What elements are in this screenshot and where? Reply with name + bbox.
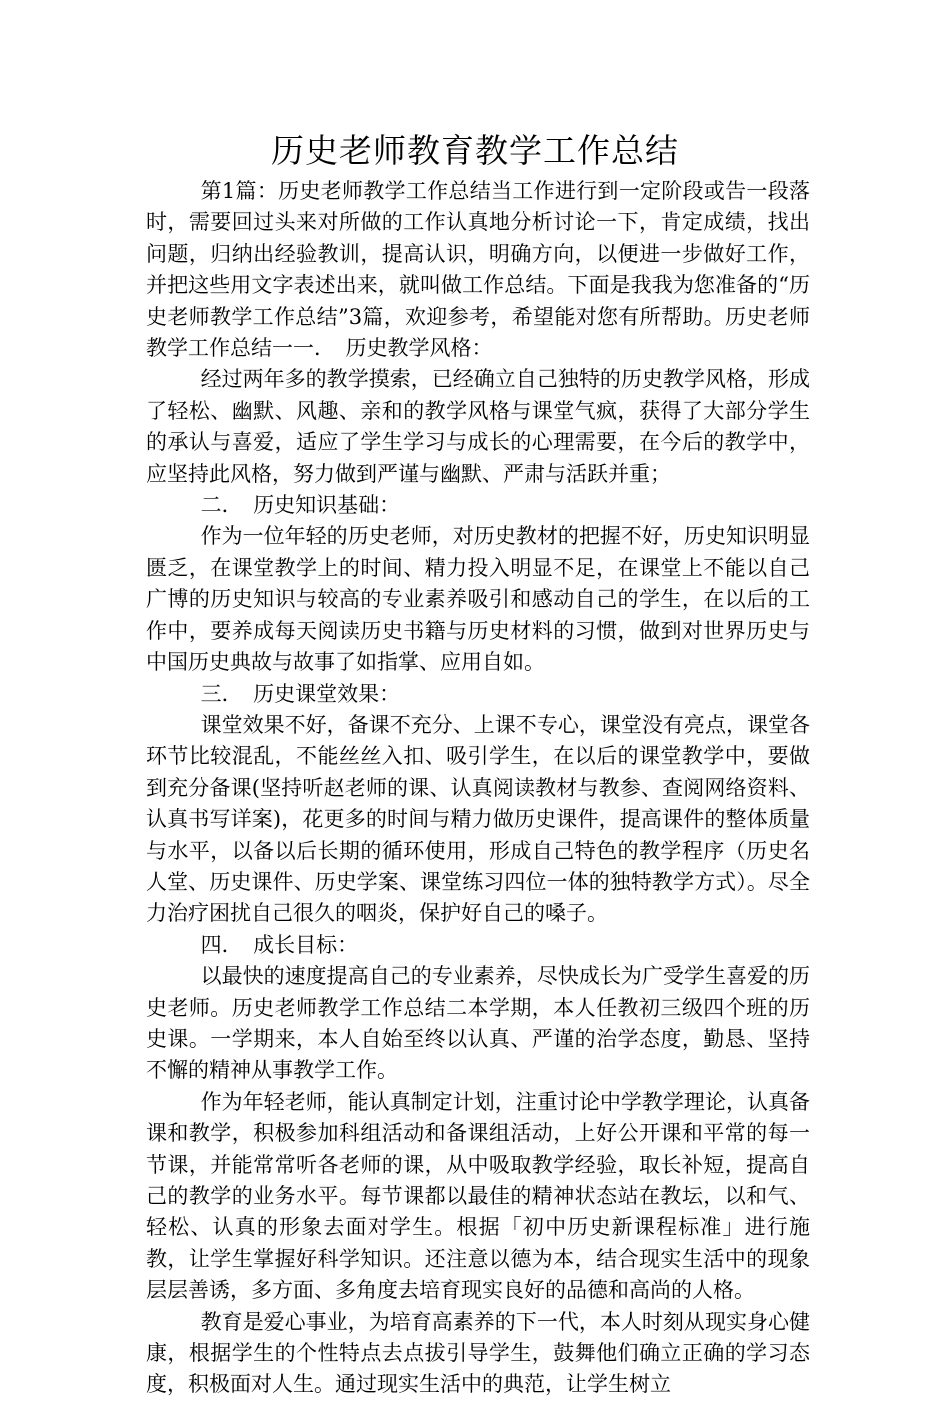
section-heading-knowledge: 二． 历史知识基础： [200,493,401,518]
paragraph-knowledge: 作为一位年轻的历史老师，对历史教材的把握不好，历史知识明显匮乏，在课堂教学上的时间、精力投入明显不足，在课堂上不能以自己广博的历史知识与较高的专业素养吸引和感动自己的学生，在以后的工作中，要养成每天阅读历史书籍与历史材料的习惯，做到对世界历史与中国历史典故与故事了如指掌、应用自如。 [146,524,810,675]
paragraph-intro: 第1篇：历史老师教学工作总结当工作进行到一定阶段或告一段落时，需要回过头来对所做的工作认真地分析讨论一下，肯定成绩，找出问题，归纳出经验教训，提高认识，明确方向，以便进一步做好工作，并把这些用文字表述出来，就叫做工作总结。下面是我我为您准备的“历史老师教学工作总结”3篇，欢迎参考，希望能对您有所帮助。历史老师教学工作总结一一． 历史教学风格： [146,179,810,361]
document-body [146,176,810,1401]
paragraph-classroom: 课堂效果不好，备课不充分、上课不专心，课堂没有亮点，课堂各环节比较混乱，不能丝丝入扣、吸引学生，在以后的课堂教学中，要做到充分备课(坚持听赵老师的课、认真阅读教材与教参、查阅网络资料、认真书写详案)，花更多的时间与精力做历史课件，提高课件的整体质量与水平，以备以后长期的循环使用，形成自己特色的教学程序（历史名人堂、历史课件、历史学案、课堂练习四位一体的独特教学方式）。尽全力治疗困扰自己很久的咽炎，保护好自己的嗓子。 [146,712,810,926]
paragraph-goals: 以最快的速度提高自己的专业素养，尽快成长为广受学生喜爱的历史老师。历史老师教学工作总结二本学期，本人任教初三级四个班的历史课。一学期来，本人自始至终以认真、严谨的治学态度，勤恳、坚持不懈的精神从事教学工作。 [146,964,810,1083]
document-title: 历史老师教育教学工作总结 [271,131,679,170]
paragraph-teaching-style: 经过两年多的教学摸索，已经确立自己独特的历史教学风格，形成了轻松、幽默、风趣、亲和的教学风格与课堂气疯，获得了大部分学生的承认与喜爱，适应了学生学习与成长的心理需要，在今后的教学中，应坚持此风格，努力做到严谨与幽默、严肃与活跃并重； [146,367,810,486]
section-heading-classroom: 三． 历史课堂效果： [200,681,401,706]
section-heading-goals: 四． 成长目标： [200,932,359,957]
paragraph-education-love: 教育是爱心事业，为培育高素养的下一代，本人时刻从现实身心健康，根据学生的个性特点去点拔引导学生，鼓舞他们确立正确的学习态度，积极面对人生。通过现实生活中的典范，让学生树立 [146,1309,810,1397]
paragraph-young-teacher: 作为年轻老师，能认真制定计划，注重讨论中学教学理论，认真备课和教学，积极参加科组活动和备课组活动，上好公开课和平常的每一节课，并能常常听各老师的课，从中吸取教学经验，取长补短，提高自己的教学的业务水平。每节课都以最佳的精神状态站在教坛，以和气、轻松、认真的形象去面对学生。根据「初中历史新课程标准」进行施教，让学生掌握好科学知识。还注意以德为本，结合现实生活中的现象层层善诱，多方面、多角度去培育现实良好的品德和高尚的人格。 [146,1089,810,1303]
